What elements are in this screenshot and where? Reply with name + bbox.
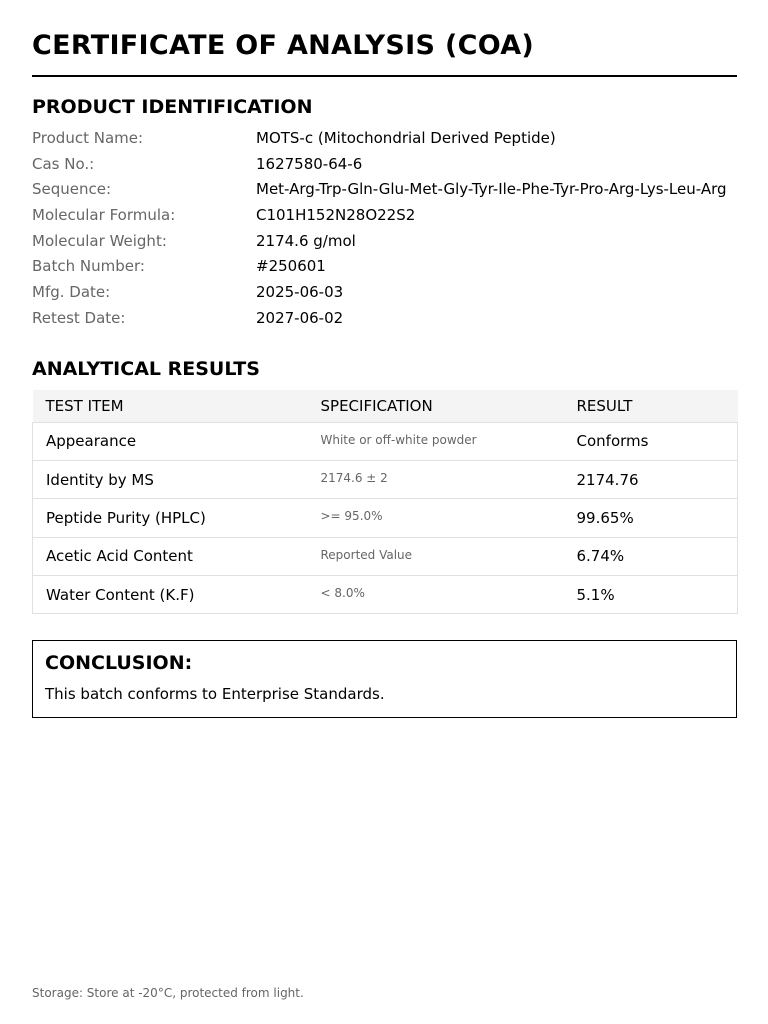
specification-cell: >= 95.0% (308, 499, 564, 537)
specification-cell: Reported Value (308, 537, 564, 575)
table-row (33, 537, 738, 575)
table-row (33, 576, 738, 614)
conclusion-heading: CONCLUSION: (45, 652, 193, 674)
column-header-test-item: TEST ITEM (33, 390, 308, 422)
table-row (33, 460, 738, 498)
specification-cell: < 8.0% (308, 576, 564, 614)
id-label: Molecular Weight: (32, 231, 167, 250)
id-label: Batch Number: (32, 257, 145, 276)
id-label: Sequence: (32, 180, 112, 199)
column-header-specification: SPECIFICATION (308, 390, 564, 422)
test-item-cell: Appearance (33, 422, 308, 460)
test-item-cell: Peptide Purity (HPLC) (33, 499, 308, 537)
analytical-results-heading: ANALYTICAL RESULTS (32, 358, 260, 380)
specification-cell: White or off-white powder (308, 422, 564, 460)
page-title: CERTIFICATE OF ANALYSIS (COA) (32, 30, 535, 61)
table-row (33, 499, 738, 537)
column-header-result: RESULT (564, 390, 738, 422)
id-row-sequence (32, 177, 768, 203)
analytical-results-table (32, 390, 738, 614)
test-item-cell: Identity by MS (33, 460, 308, 498)
product-identification-list (32, 126, 768, 332)
result-cell: 2174.76 (564, 460, 738, 498)
id-label: Retest Date: (32, 308, 126, 327)
id-value: #250601 (256, 257, 326, 276)
test-item-cell: Water Content (K.F) (33, 576, 308, 614)
id-value: 2174.6 g/mol (256, 231, 356, 250)
result-cell: 99.65% (564, 499, 738, 537)
id-label: Molecular Formula: (32, 206, 176, 225)
id-value: MOTS-c (Mitochondrial Derived Peptide) (256, 129, 556, 147)
id-value: C101H152N28O22S2 (256, 206, 416, 225)
result-cell: Conforms (564, 422, 738, 460)
id-label: Product Name: (32, 129, 144, 147)
id-value: 2025-06-03 (256, 283, 344, 302)
id-row-cas-no (32, 152, 768, 178)
id-row-batch-number (32, 254, 768, 280)
id-row-mfg-date (32, 280, 768, 306)
title-divider (32, 75, 737, 77)
id-row-retest-date (32, 306, 768, 332)
id-label: Mfg. Date: (32, 283, 111, 302)
id-label: Cas No.: (32, 154, 95, 173)
id-value: 2027-06-02 (256, 308, 344, 327)
table-row (33, 422, 738, 460)
test-item-cell: Acetic Acid Content (33, 537, 308, 575)
table-header-row (33, 390, 738, 422)
result-cell: 5.1% (564, 576, 738, 614)
conclusion-box (32, 640, 737, 718)
id-row-product-name (32, 126, 768, 152)
id-row-molecular-weight (32, 229, 768, 255)
result-cell: 6.74% (564, 537, 738, 575)
id-value: Met-Arg-Trp-Gln-Glu-Met-Gly-Tyr-Ile-Phe-Tyr-Pro-Arg-Lys-Leu-Arg (256, 180, 727, 199)
storage-note: Storage: Store at -20°C, protected from light. (32, 986, 304, 1000)
product-identification-heading: PRODUCT IDENTIFICATION (32, 96, 313, 118)
id-value: 1627580-64-6 (256, 154, 363, 173)
id-row-molecular-formula (32, 203, 768, 229)
specification-cell: 2174.6 ± 2 (308, 460, 564, 498)
conclusion-text: This batch conforms to Enterprise Standards. (45, 685, 385, 703)
